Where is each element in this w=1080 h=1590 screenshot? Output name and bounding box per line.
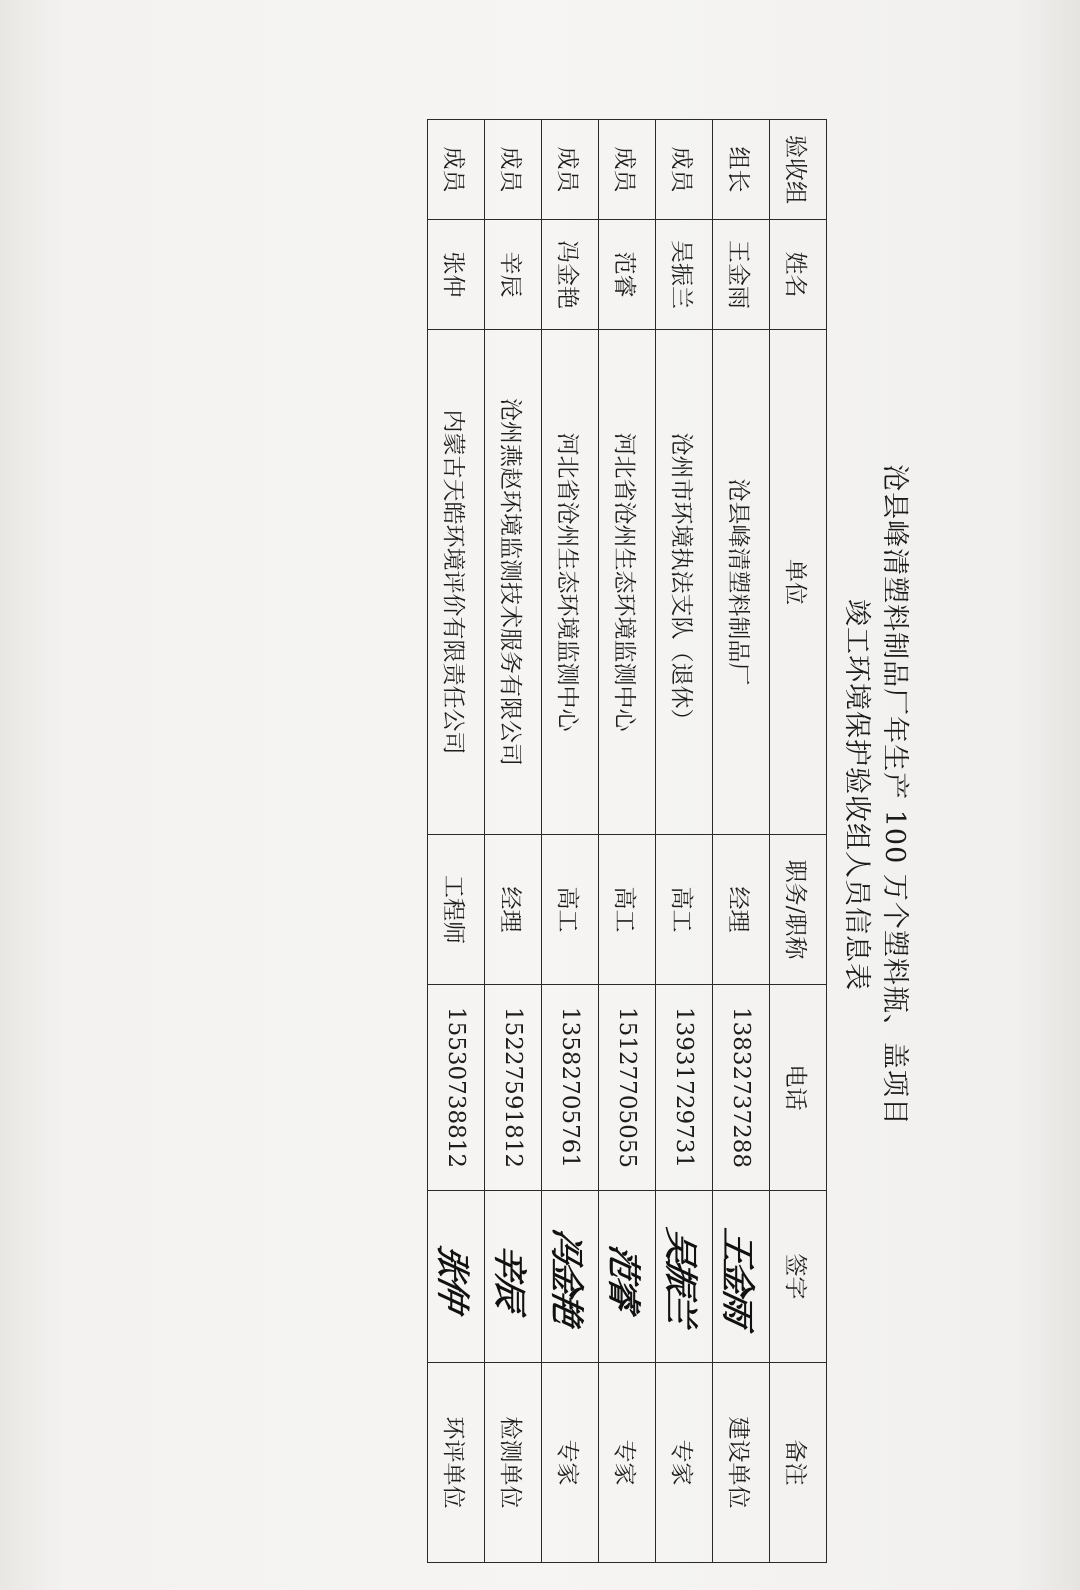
cell-role: 成员 xyxy=(656,120,713,220)
cell-note: 专家 xyxy=(542,1363,599,1563)
header-group: 验收组 xyxy=(770,120,827,220)
cell-note: 建设单位 xyxy=(713,1363,770,1563)
handwritten-signature: 范睿 xyxy=(603,1240,644,1312)
cell-phone: 15227591812 xyxy=(485,985,542,1191)
table-row xyxy=(428,120,485,1563)
handwritten-signature: 冯金艳 xyxy=(546,1225,587,1327)
cell-signature xyxy=(542,1191,599,1363)
handwritten-signature: 辛辰 xyxy=(489,1240,530,1312)
handwritten-signature: 张仲 xyxy=(432,1240,473,1312)
cell-phone: 15530738812 xyxy=(428,985,485,1191)
cell-name: 张仲 xyxy=(428,220,485,330)
cell-role: 组长 xyxy=(713,120,770,220)
handwritten-signature: 吴振兰 xyxy=(660,1225,701,1327)
cell-title: 工程师 xyxy=(428,835,485,985)
cell-note: 环评单位 xyxy=(428,1363,485,1563)
cell-signature xyxy=(599,1191,656,1363)
cell-note: 专家 xyxy=(599,1363,656,1563)
cell-unit: 内蒙古天皓环境评价有限责任公司 xyxy=(428,330,485,835)
table-row xyxy=(599,120,656,1563)
cell-name: 王金雨 xyxy=(713,220,770,330)
cell-role: 成员 xyxy=(542,120,599,220)
document-title: 沧县峰清塑料制品厂年生产 100 万个塑料瓶、盖项目 xyxy=(879,464,910,1126)
cell-phone: 13582705761 xyxy=(542,985,599,1191)
cell-unit: 河北省沧州生态环境监测中心 xyxy=(542,330,599,835)
header-unit: 单位 xyxy=(770,330,827,835)
cell-phone: 13832737288 xyxy=(713,985,770,1191)
document-subtitle: 竣工环境保护验收组人员信息表 xyxy=(841,599,872,991)
cell-title: 高工 xyxy=(656,835,713,985)
personnel-table xyxy=(427,119,827,1563)
header-signature: 签字 xyxy=(770,1191,827,1363)
cell-signature xyxy=(713,1191,770,1363)
cell-role: 成员 xyxy=(485,120,542,220)
table-header-row xyxy=(770,120,827,1563)
cell-signature xyxy=(656,1191,713,1363)
cell-title: 高工 xyxy=(542,835,599,985)
table-row xyxy=(485,120,542,1563)
cell-note: 检测单位 xyxy=(485,1363,542,1563)
cell-unit: 沧县峰清塑料制品厂 xyxy=(713,330,770,835)
cell-role: 成员 xyxy=(428,120,485,220)
header-name: 姓名 xyxy=(770,220,827,330)
handwritten-signature: 王金雨 xyxy=(717,1225,758,1327)
cell-signature xyxy=(485,1191,542,1363)
table-row xyxy=(656,120,713,1563)
table-row xyxy=(542,120,599,1563)
cell-name: 范睿 xyxy=(599,220,656,330)
cell-title: 经理 xyxy=(713,835,770,985)
header-note: 备注 xyxy=(770,1363,827,1563)
rotated-page xyxy=(40,45,1040,1545)
cell-role: 成员 xyxy=(599,120,656,220)
cell-signature xyxy=(428,1191,485,1363)
cell-unit: 沧州燕赵环境监测技术服务有限公司 xyxy=(485,330,542,835)
cell-note: 专家 xyxy=(656,1363,713,1563)
table-row xyxy=(713,120,770,1563)
cell-name: 吴振兰 xyxy=(656,220,713,330)
header-phone: 电话 xyxy=(770,985,827,1191)
cell-title: 高工 xyxy=(599,835,656,985)
cell-unit: 河北省沧州生态环境监测中心 xyxy=(599,330,656,835)
cell-phone: 15127705055 xyxy=(599,985,656,1191)
cell-name: 辛辰 xyxy=(485,220,542,330)
cell-unit: 沧州市环境执法支队（退休） xyxy=(656,330,713,835)
cell-name: 冯金艳 xyxy=(542,220,599,330)
cell-title: 经理 xyxy=(485,835,542,985)
cell-phone: 13931729731 xyxy=(656,985,713,1191)
header-title: 职务/职称 xyxy=(770,835,827,985)
